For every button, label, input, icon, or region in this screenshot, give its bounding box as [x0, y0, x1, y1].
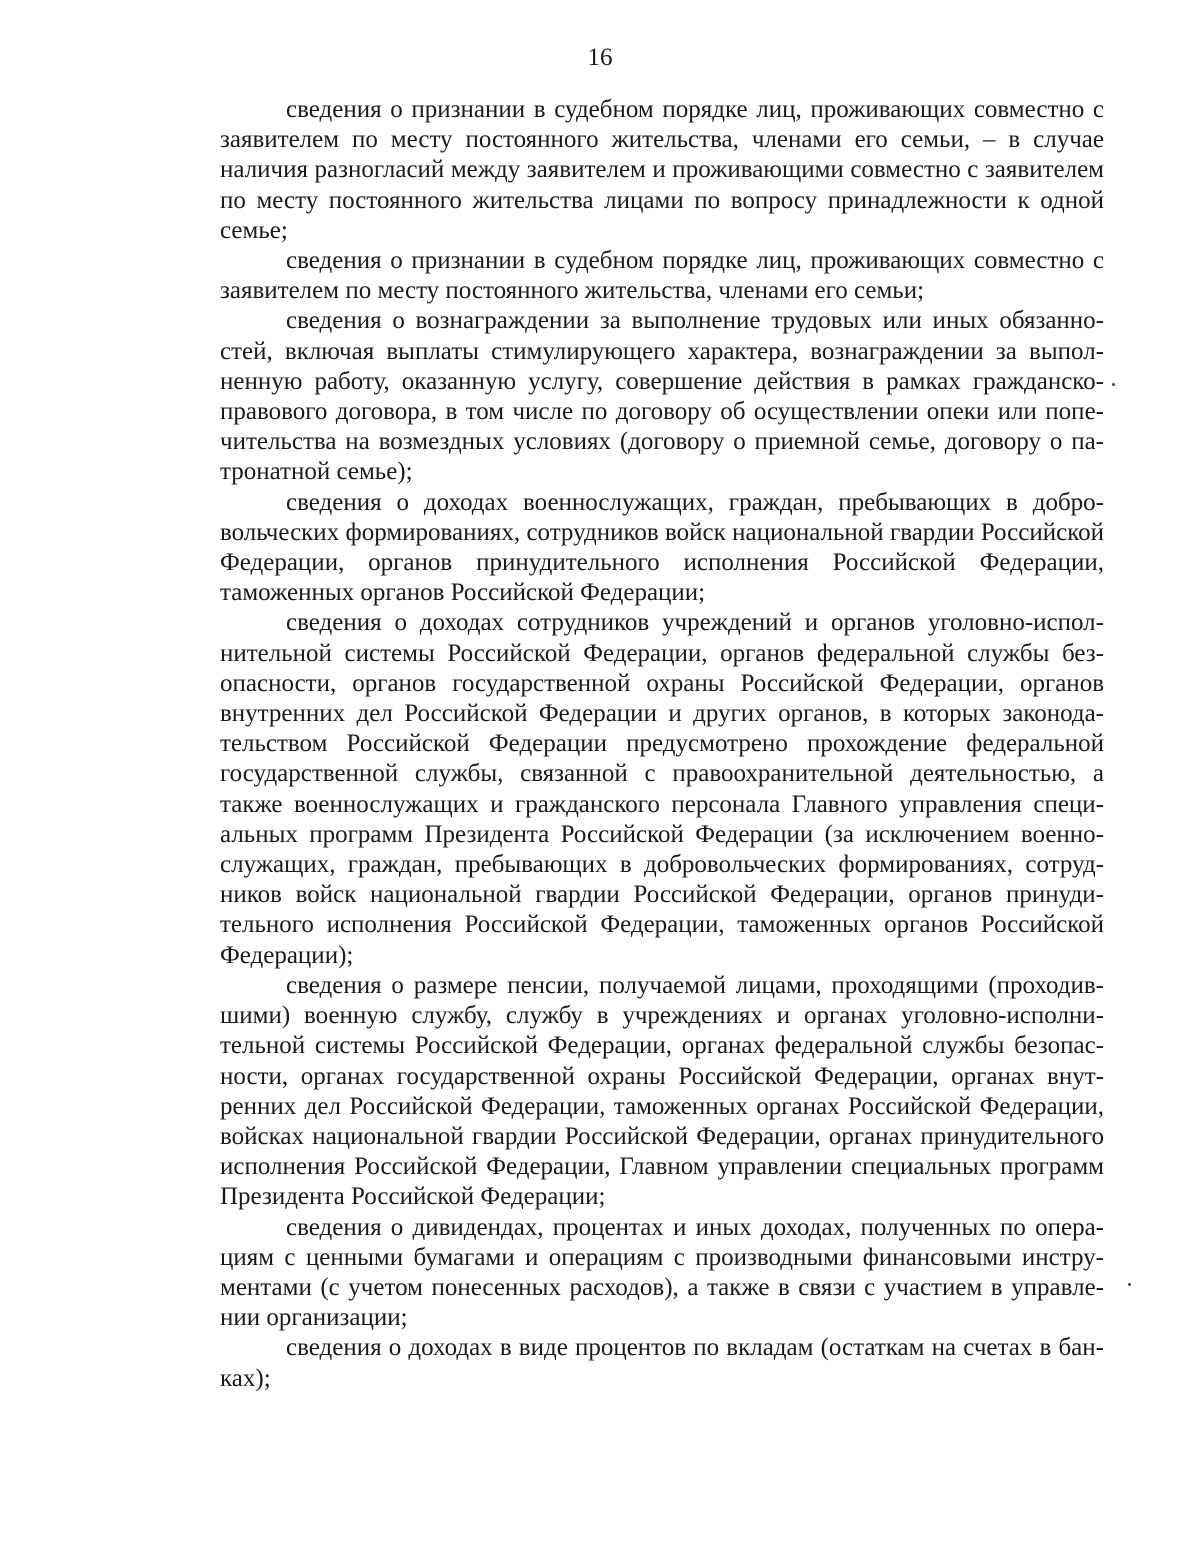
page-number: 16	[587, 44, 613, 71]
paragraph: сведения о признании в судебном порядке лиц, проживающих совместно с заявителем по месту постоянного жительства, членами его семьи, – в случае наличия разногласий между заявителем и проживающими совместно с заявителем по месту постоянного жительства лицами по вопросу принадлежности к одной семье;	[220, 96, 1104, 244]
paragraph: сведения о доходах сотрудников учреждений и органов уголовно-исполнительной системы Российской Федерации, органов федеральной службы безопасности, органов государственной охраны Российской Федерации, органов внутренних дел Российской Федерации и других органов, в которых законодательством Российской Федерации предусмотрено прохождение федеральной государственной службы, связанной с правоохранительной деятельностью, а также военнослужащих и гражданского персонала Главного управления специальных программ Президента Российской Федерации (за исключением военнослужащих, граждан, пребывающих в добровольческих формированиях, сотрудников войск национальной гвардии Российской Федерации, органов принудительного исполнения Российской Федерации, таможенных органов Российской Федерации);	[220, 609, 1104, 969]
paragraph: сведения о доходах в виде процентов по вкладам (остаткам на счетах в банках);	[220, 1334, 1104, 1392]
paragraph: сведения о доходах военнослужащих, граждан, пребывающих в добровольческих формированиях, сотрудников войск национальной гвардии Российской Федерации, органов принудительного исполнения Российской Федерации, таможенных органов Российской Федерации;	[220, 488, 1104, 607]
scan-speck	[1128, 1283, 1131, 1286]
paragraph: сведения о признании в судебном порядке лиц, проживающих совместно с заявителем по месту постоянного жительства, членами его семьи;	[220, 247, 1104, 305]
document-body	[220, 95, 1104, 1394]
paragraph: сведения о вознаграждении за выполнение трудовых или иных обязанностей, включая выплаты стимулирующего характера, вознаграждении за выполненную работу, оказанную услугу, совершение действия в рамках гражданско-правового договора, в том числе по договору об осуществлении опеки или попечительства на возмездных условиях (договору о приемной семье, договору о патронатной семье);	[220, 307, 1104, 486]
paragraph: сведения о дивидендах, процентах и иных доходах, полученных по операциям с ценными бумагами и операциям с производными финансовыми инструментами (с учетом понесенных расходов), а также в связи с участием в управлении организации;	[220, 1213, 1104, 1332]
paragraph: сведения о размере пенсии, получаемой лицами, проходящими (проходившими) военную службу, службу в учреждениях и органах уголовно-исполнительной системы Российской Федерации, органах федеральной службы безопасности, органах государственной охраны Российской Федерации, органах внутренних дел Российской Федерации, таможенных органах Российской Федерации, войсках национальной гвардии Российской Федерации, органах принудительного исполнения Российской Федерации, Главном управлении специальных программ Президента Российской Федерации;	[220, 971, 1104, 1211]
scan-speck	[1112, 383, 1115, 386]
